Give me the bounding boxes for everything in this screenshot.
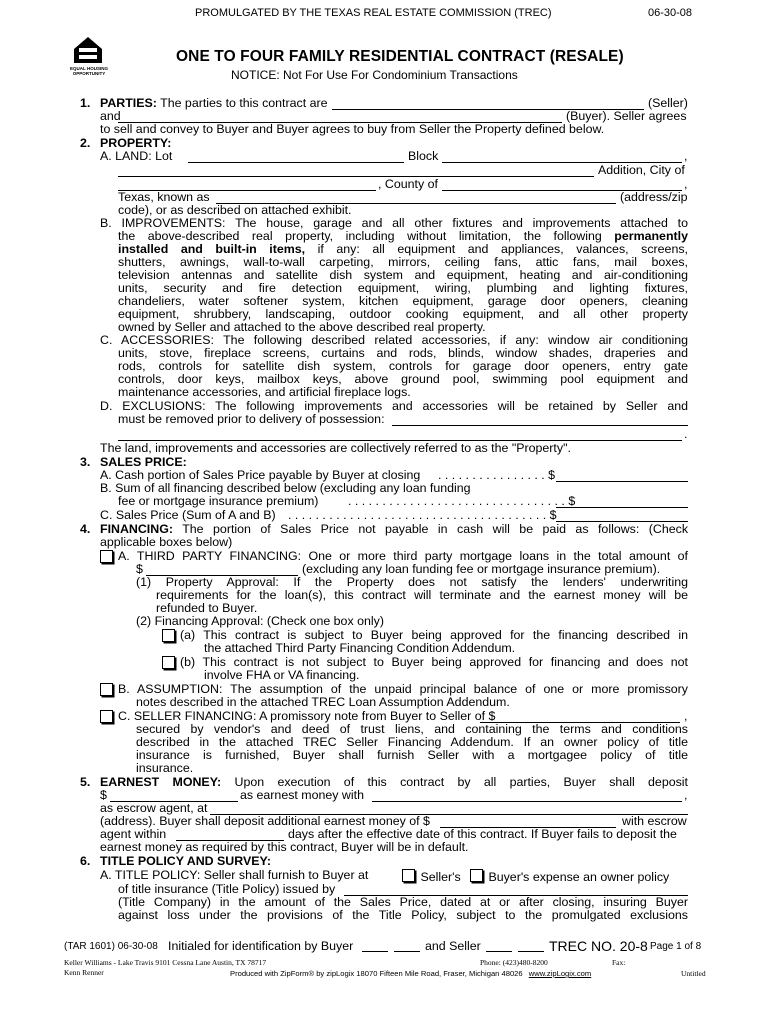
fa-a-row [162,629,177,644]
seller-initial-1[interactable] [486,951,512,952]
improvements-2a: the above-described real property, including without limitation, the following [118,229,602,243]
comma: , [684,788,688,802]
buyer-label: (Buyer). Seller agrees [566,109,687,123]
property-approval-1: (1) Property Approval: If the Property does not satisfy the lenders' underwriting [136,575,688,589]
produced-by [230,969,591,978]
fax: Fax: [612,958,626,967]
comma: , [684,149,688,163]
s4-text1: The portion of Sales Price not payable in cash will be paid as follows: (Check [182,522,689,536]
initialed-text: Initialed for identification by Buyer [168,939,354,953]
title-policy-3: (Title Company) in the amount of the Sales Price, dated at or after closing, insuring Buyer [118,895,688,909]
sellers-label: Seller's [420,870,461,884]
comma: , [684,177,688,191]
s6-num: 6. [80,854,91,868]
cash-portion-label: A. Cash portion of Sales Price payable by Buyer at closing [100,468,421,482]
improvements-9: owned by Seller and attached to the above described real property. [118,320,486,334]
s1-head: PARTIES: [100,96,157,110]
comma: , [684,709,688,723]
s6-head: TITLE POLICY AND SURVEY: [100,854,271,868]
seller-label: (Seller) [648,96,688,110]
dollar: $ [136,562,143,576]
seller-financing-checkbox[interactable] [100,710,113,723]
s5-num: 5. [80,775,91,789]
financing-sum-label-2: fee or mortgage insurance premium) [118,494,319,508]
cash-portion-field[interactable] [556,481,688,482]
agent-within: agent within [100,827,167,841]
agent-info: Keller Williams - Lake Travis 9101 Cessna Lane Austin, TX 78717 [64,958,267,967]
improvements-3b: if any: all equipment and appliances, valances, screens, [317,242,688,256]
buyers-label: Buyer's expense an owner policy [488,870,670,884]
title-policy-2: of title insurance (Title Policy) issued by [118,882,336,896]
improvements-6: units, security and fire detection equipment, wiring, plumbing and lighting fixtures, [118,281,688,295]
sales-price-label: C. Sales Price (Sum of A and B) [100,508,276,522]
third-party-row [100,550,115,565]
financing-b-1: (b) This contract is not subject to Buyer being approved for financing and does not [180,655,688,669]
notice: NOTICE: Not For Use For Condominium Transactions [231,68,518,82]
third-party-checkbox[interactable] [100,550,113,563]
address-zip-label: (address/zip [620,190,688,204]
seller-financing-4: insurance is furnished, Buyer shall furnish Seller with a mortgagee policy of title [136,748,688,762]
dollar: $ [100,788,107,802]
phone: Phone: (423)480-8200 [480,958,548,967]
improvements-8: equipment, shrubbery, landscaping, outdoor cooking equipment, and all other property [118,307,688,321]
lot-field[interactable] [188,162,404,163]
assumption-1: B. ASSUMPTION: The assumption of the unpaid principal balance of one or more promissory [118,682,688,696]
improvements-5: television antennas and satellite dish system and equipment, heating and air-conditioning [118,268,688,282]
accessories-5: maintenance accessories, and artificial fireplace logs. [118,385,411,399]
promulgated-line: PROMULGATED BY THE TEXAS REAL ESTATE COMMISSION (TREC) [195,7,552,19]
accessories-2: units, stove, fireplace screens, curtains and rods, blinds, window shades, draperies and [118,346,688,360]
accessories-4: controls, door keys, mailbox keys, above ground pool, swimming pool equipment and [118,372,688,386]
land-lot-label: A. LAND: Lot [100,149,173,163]
improvements-4: shutters, awnings, wall-to-wall carpeting, mirrors, ceiling fans, attic fans, mail boxes, [118,255,688,269]
period: . [684,427,688,441]
improvements-1: B. IMPROVEMENTS: The house, garage and all other fixtures and improvements attached to [100,216,688,230]
addition-label: Addition, City of [598,163,685,177]
s1-text1: The parties to this contract are [160,96,328,110]
seller-initial-2[interactable] [518,951,544,952]
financing-a-checkbox[interactable] [162,629,175,642]
installed-text: installed and built-in items, [118,242,306,256]
assumption-2: notes described in the attached TREC Loan Assumption Addendum. [136,695,510,709]
sellers-expense-option [402,869,461,884]
ziplogix-link[interactable]: www.zipLogix.com [528,969,592,978]
exclusions-1: D. EXCLUSIONS: The following improvements and accessories will be retained by Seller and [100,399,688,413]
dots-b: . . . . . . . . . . . . . . . . . . . . . . . . . . . . . . . . $ [348,494,576,508]
s5-head: EARNEST MONEY: [100,775,222,789]
s3-head: SALES PRICE: [100,455,187,469]
default-text: earnest money as required by this contract, Buyer will be in default. [100,840,469,854]
tar-code: (TAR 1601) 06-30-08 [64,941,158,952]
document-name: Untitled [681,969,706,978]
s5-line1 [100,776,688,789]
addition-field[interactable] [118,176,594,177]
seller-financing-2: secured by vendor's and deed of trust liens, and containing the terms and conditions [136,722,688,736]
financing-a-1: (a) This contract is subject to Buyer being approved for the financing described in [180,628,688,642]
additional-earnest: (address). Buyer shall deposit additional earnest money of $ [100,814,430,828]
buyer-initial-2[interactable] [394,951,420,952]
s1-num: 1. [80,96,91,110]
financing-sum-label: B. Sum of all financing described below (excluding any loan funding [100,481,471,495]
county-label: , County of [378,177,438,191]
accessories-1: C. ACCESSORIES: The following described related accessories, if any: window air conditioning [100,333,688,347]
buyers-expense-checkbox[interactable] [470,869,483,882]
s3-num: 3. [80,455,91,469]
assumption-checkbox[interactable] [100,683,113,696]
financing-sum-field[interactable] [556,507,688,508]
s4-num: 4. [80,522,91,536]
financing-b-2: involve FHA or VA financing. [204,668,360,682]
buyers-expense-option [470,869,669,884]
seller-financing-3: described in the attached TREC Seller Financing Addendum. If an owner policy of title [136,735,688,749]
s1-and: and [100,109,121,123]
form-date: 06-30-08 [648,7,693,19]
with-escrow: with escrow [622,814,687,828]
earnest-with: as earnest money with [240,788,364,802]
financing-b-checkbox[interactable] [162,656,175,669]
financing-approval: (2) Financing Approval: (Check one box only) [136,614,384,628]
produced-text: Produced with ZipForm® by zipLogix 18070 Fifteen Mile Road, Fraser, Michigan 48026 [230,969,523,978]
page-number: Page 1 of 8 [650,941,702,952]
s2-num: 2. [80,136,91,150]
exclusions-2: must be removed prior to delivery of possession: [118,412,385,426]
agent-name: Kenn Renner [64,968,104,977]
property-approval-2: requirements for the loan(s), this contract will terminate and the earnest money will be [156,588,688,602]
dots-c: . . . . . . . . . . . . . . . . . . . . . . . . . . . . . . . . . . . . . . $ [288,508,557,522]
seller-fin-row [100,710,115,725]
fa-b-row [162,656,177,671]
seller-financing-1: C. SELLER FINANCING: A promissory note from Buyer to Seller of $ [118,709,496,723]
escrow-at: as escrow agent, at [100,801,208,815]
assumption-row [100,683,115,698]
sellers-expense-checkbox[interactable] [402,869,415,882]
title-policy-1: A. TITLE POLICY: Seller shall furnish to Buyer at [100,868,369,882]
block-label: Block [408,149,439,163]
seller-financing-5: insurance. [136,761,194,775]
permanently-text: permanently [614,229,688,243]
trec-number: TREC NO. 20-8 [549,938,648,954]
and-seller-text: and Seller [425,939,481,953]
property-approval-3: refunded to Buyer. [156,601,258,615]
code-text: code), or as described on attached exhibit. [118,203,352,217]
s5-text1: Upon execution of this contract by all parties, Buyer shall deposit [234,775,688,789]
form-title: ONE TO FOUR FAMILY RESIDENTIAL CONTRACT (RESALE) [176,48,624,65]
buyer-initial-1[interactable] [362,951,388,952]
accessories-3: rods, controls for satellite dish system, controls for garage door openers, entry gate [118,359,688,373]
exclusions-field-1[interactable] [392,425,688,426]
financing-a-2: the attached Third Party Financing Condition Addendum. [204,641,516,655]
texas-known-label: Texas, known as [118,190,210,204]
days-text: days after the effective date of this contract. If Buyer fails to deposit the [288,827,677,841]
s2-head: PROPERTY: [100,136,172,150]
improvements-7: chandeliers, water softener system, kitchen equipment, garage door openers, cleaning [118,294,688,308]
s4-head: FINANCING: [100,522,173,536]
escrow-agent-field[interactable] [372,801,682,802]
equal-housing-text: EQUAL HOUSING OPPORTUNITY [70,66,108,76]
title-policy-4: against loss under the provisions of the Title Policy, subject to the promulgated exclusions [118,908,688,922]
collective-text: The land, improvements and accessories are collectively referred to as the "Property". [100,441,571,455]
dots-a: . . . . . . . . . . . . . . . . $ [438,468,556,482]
s4-text2: applicable boxes below) [100,535,233,549]
third-party-text: A. THIRD PARTY FINANCING: One or more third party mortgage loans in the total amount of [118,549,688,563]
s1-text2: to sell and convey to Buyer and Buyer agrees to buy from Seller the Property defined below. [100,122,605,136]
third-party-text2: (excluding any loan funding fee or mortgage insurance premium). [302,562,661,576]
